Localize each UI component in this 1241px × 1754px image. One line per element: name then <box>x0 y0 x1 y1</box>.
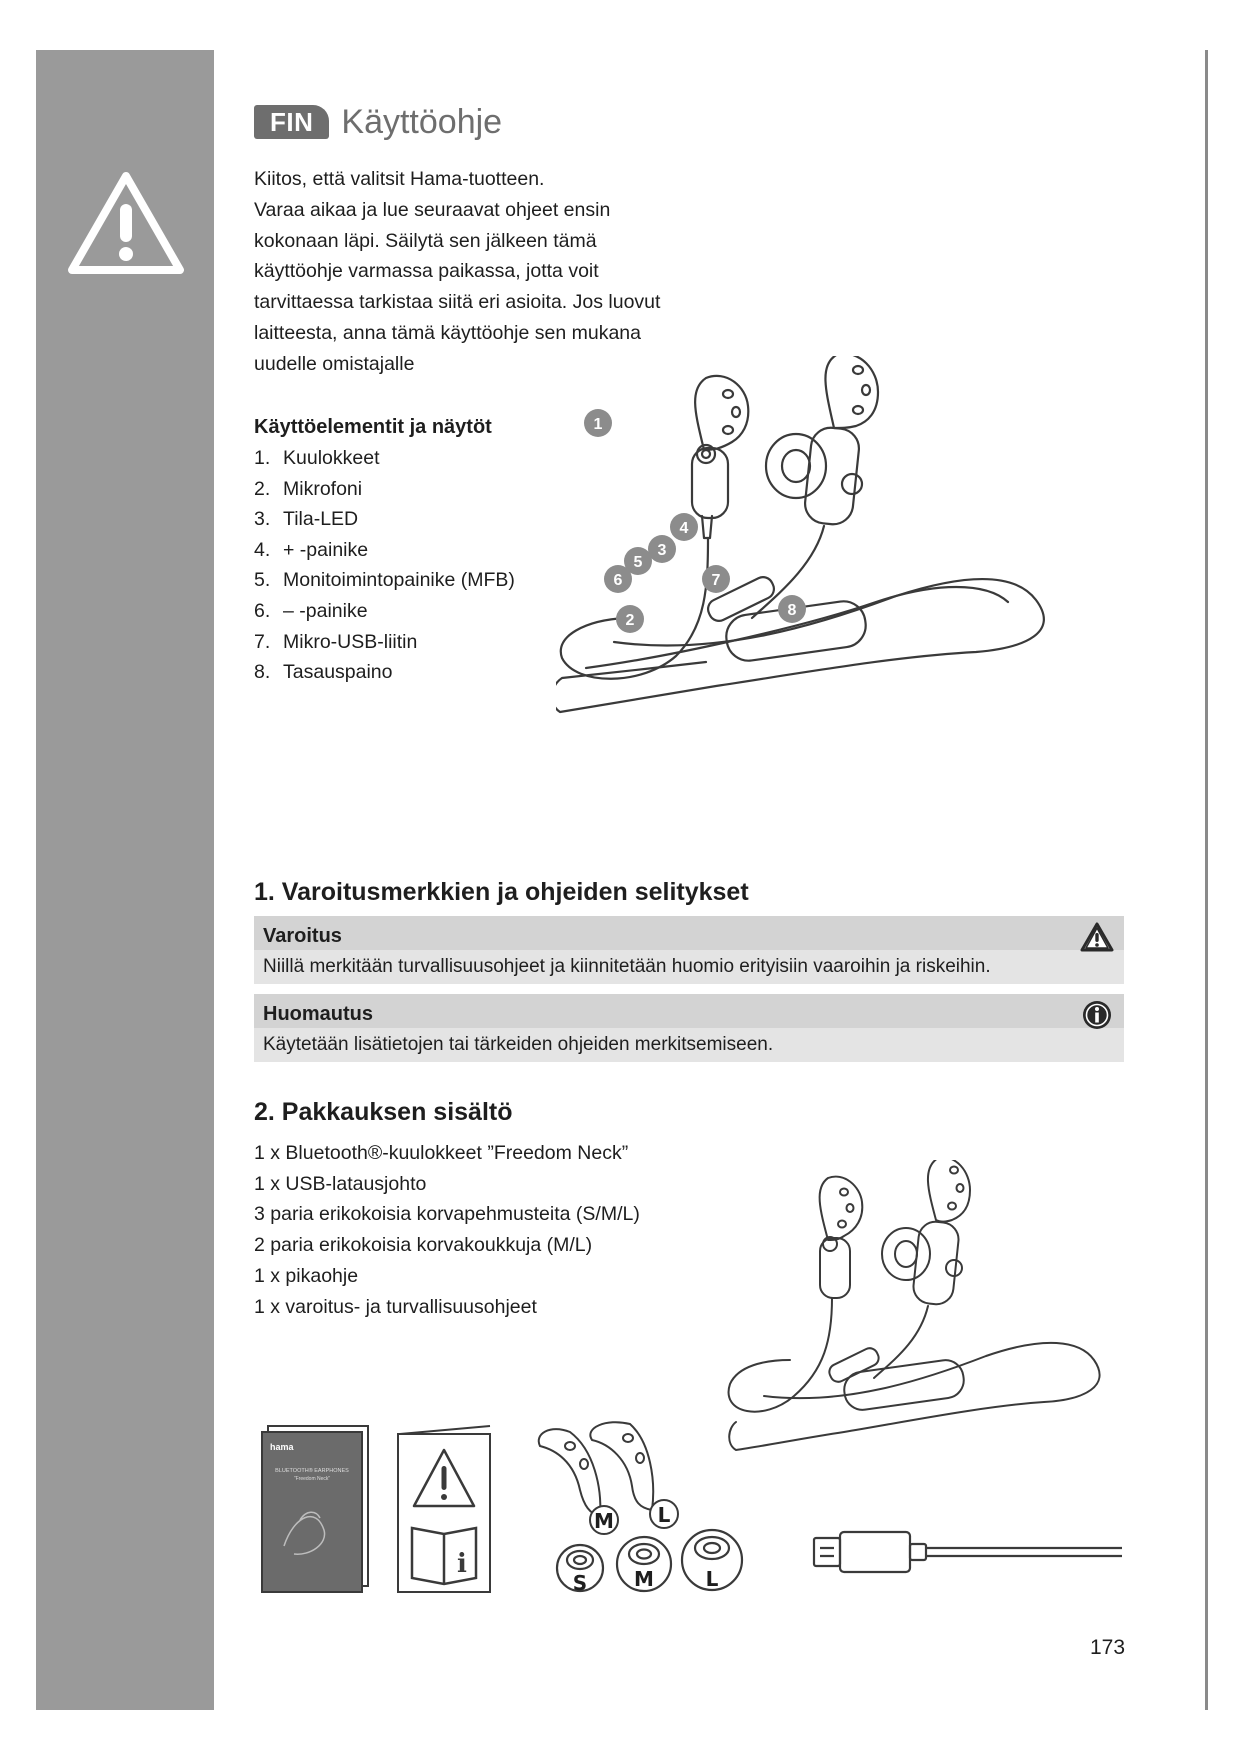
booklet-subtitle: "Freedom Neck" <box>293 1476 331 1482</box>
warning-title: Varoitus <box>263 925 342 947</box>
list-item <box>254 627 554 658</box>
safety-instructions-card <box>398 1426 490 1592</box>
list-item: 1 x pikaohje <box>254 1264 359 1287</box>
item-label: Kuulokkeet <box>283 447 380 469</box>
tip-size-s: S <box>572 1571 588 1595</box>
warning-triangle-icon <box>1080 921 1114 953</box>
intro-line: tarvittaessa tarkistaa siitä eri asioita. Jos luovut <box>254 291 661 314</box>
list-item: 1 x Bluetooth®-kuulokkeet ”Freedom Neck” <box>254 1142 629 1164</box>
warning-notice <box>254 916 1124 984</box>
controls-section <box>254 416 554 688</box>
item-number: 2. <box>254 477 271 500</box>
hook-size-m: M <box>594 1509 614 1533</box>
item-number: 4. <box>254 538 271 561</box>
note-title: Huomautus <box>263 1003 373 1025</box>
list-item <box>254 565 554 596</box>
warning-triangle-icon <box>66 168 186 278</box>
list-item: 1 x varoitus- ja turvallisuusohjeet <box>254 1295 537 1318</box>
usb-cable <box>814 1532 1122 1572</box>
page-edge-rule <box>1205 50 1208 1710</box>
intro-line: kokonaan läpi. Säilytä sen jälkeen tämä <box>254 229 597 252</box>
section-2-heading: 2. Pakkauksen sisältö <box>254 1098 513 1126</box>
hook-size-l: L <box>657 1503 671 1527</box>
booklet-brand: hama <box>270 1442 294 1452</box>
list-item <box>254 657 554 688</box>
tip-size-l: L <box>705 1567 719 1591</box>
item-number: 8. <box>254 661 271 684</box>
earphones-diagram <box>556 356 1136 796</box>
intro-line: laitteesta, anna tämä käyttöohje sen mukana <box>254 321 641 344</box>
item-label: Tasauspaino <box>283 661 393 684</box>
item-label: + -painike <box>283 538 369 561</box>
callout-8: 8 <box>787 602 797 619</box>
package-list <box>254 1138 640 1322</box>
page-number: 173 <box>1090 1636 1126 1659</box>
list-item <box>254 504 554 535</box>
intro-line: käyttöohje varmassa paikassa, jotta voit <box>254 260 599 283</box>
section-1-heading: 1. Varoitusmerkkien ja ohjeiden selitykset <box>254 878 749 906</box>
info-icon <box>1080 999 1114 1031</box>
controls-list <box>254 443 554 688</box>
callout-4: 4 <box>679 520 689 537</box>
accessories-illustration <box>254 1410 1134 1610</box>
intro-line: Kiitos, että valitsit Hama-tuotteen. <box>254 168 545 190</box>
package-contents <box>254 1138 640 1322</box>
item-number: 6. <box>254 599 271 622</box>
note-notice <box>254 994 1124 1062</box>
booklet-title: BLUETOOTH® EARPHONES <box>275 1468 349 1474</box>
item-label: Tila-LED <box>283 508 359 531</box>
list-item <box>254 474 554 505</box>
document-title: Käyttöohje <box>341 102 503 141</box>
list-item: 3 paria erikokoisia korvapehmusteita (S/M/L) <box>254 1203 640 1226</box>
warning-text: Niillä merkitään turvallisuusohjeet ja kiinnitetään huomio erityisiin vaaroihin ja riskeihin. <box>254 950 1124 984</box>
right-ear-tip <box>766 434 826 498</box>
item-number: 3. <box>254 508 271 531</box>
callout-3: 3 <box>657 542 667 559</box>
note-text: Käytetään lisätietojen tai tärkeiden ohjeiden merkitsemiseen. <box>254 1028 1124 1062</box>
svg-text:i: i <box>457 1549 467 1579</box>
callout-1: 1 <box>593 416 603 433</box>
right-earbud <box>803 426 861 526</box>
list-item <box>254 596 554 627</box>
list-item <box>254 443 554 474</box>
callout-6: 6 <box>613 572 623 589</box>
intro-paragraph <box>254 164 674 380</box>
page-header <box>254 100 502 144</box>
tip-size-m: M <box>634 1567 654 1591</box>
callout-2: 2 <box>625 612 635 629</box>
language-badge: FIN <box>254 105 329 139</box>
item-label: Mikro-USB-liitin <box>283 630 418 653</box>
item-label: Mikrofoni <box>283 477 363 500</box>
item-label: – -painike <box>283 599 368 622</box>
callout-7: 7 <box>711 572 721 589</box>
controls-heading: Käyttöelementit ja näytöt <box>254 416 492 438</box>
intro-line: uudelle omistajalle <box>254 352 415 375</box>
intro-line: Varaa aikaa ja lue seuraavat ohjeet ensin <box>254 198 611 221</box>
item-number: 1. <box>254 447 271 469</box>
item-number: 7. <box>254 630 271 653</box>
item-label: Monitoimintopainike (MFB) <box>283 569 515 592</box>
sidebar-band <box>36 50 214 1710</box>
list-item: 1 x USB-latausjohto <box>254 1172 427 1195</box>
item-number: 5. <box>254 569 271 592</box>
list-item: 2 paria erikokoisia korvakoukkuja (M/L) <box>254 1234 593 1257</box>
callout-5: 5 <box>633 554 643 571</box>
list-item <box>254 535 554 566</box>
quick-guide-booklet <box>262 1426 368 1592</box>
